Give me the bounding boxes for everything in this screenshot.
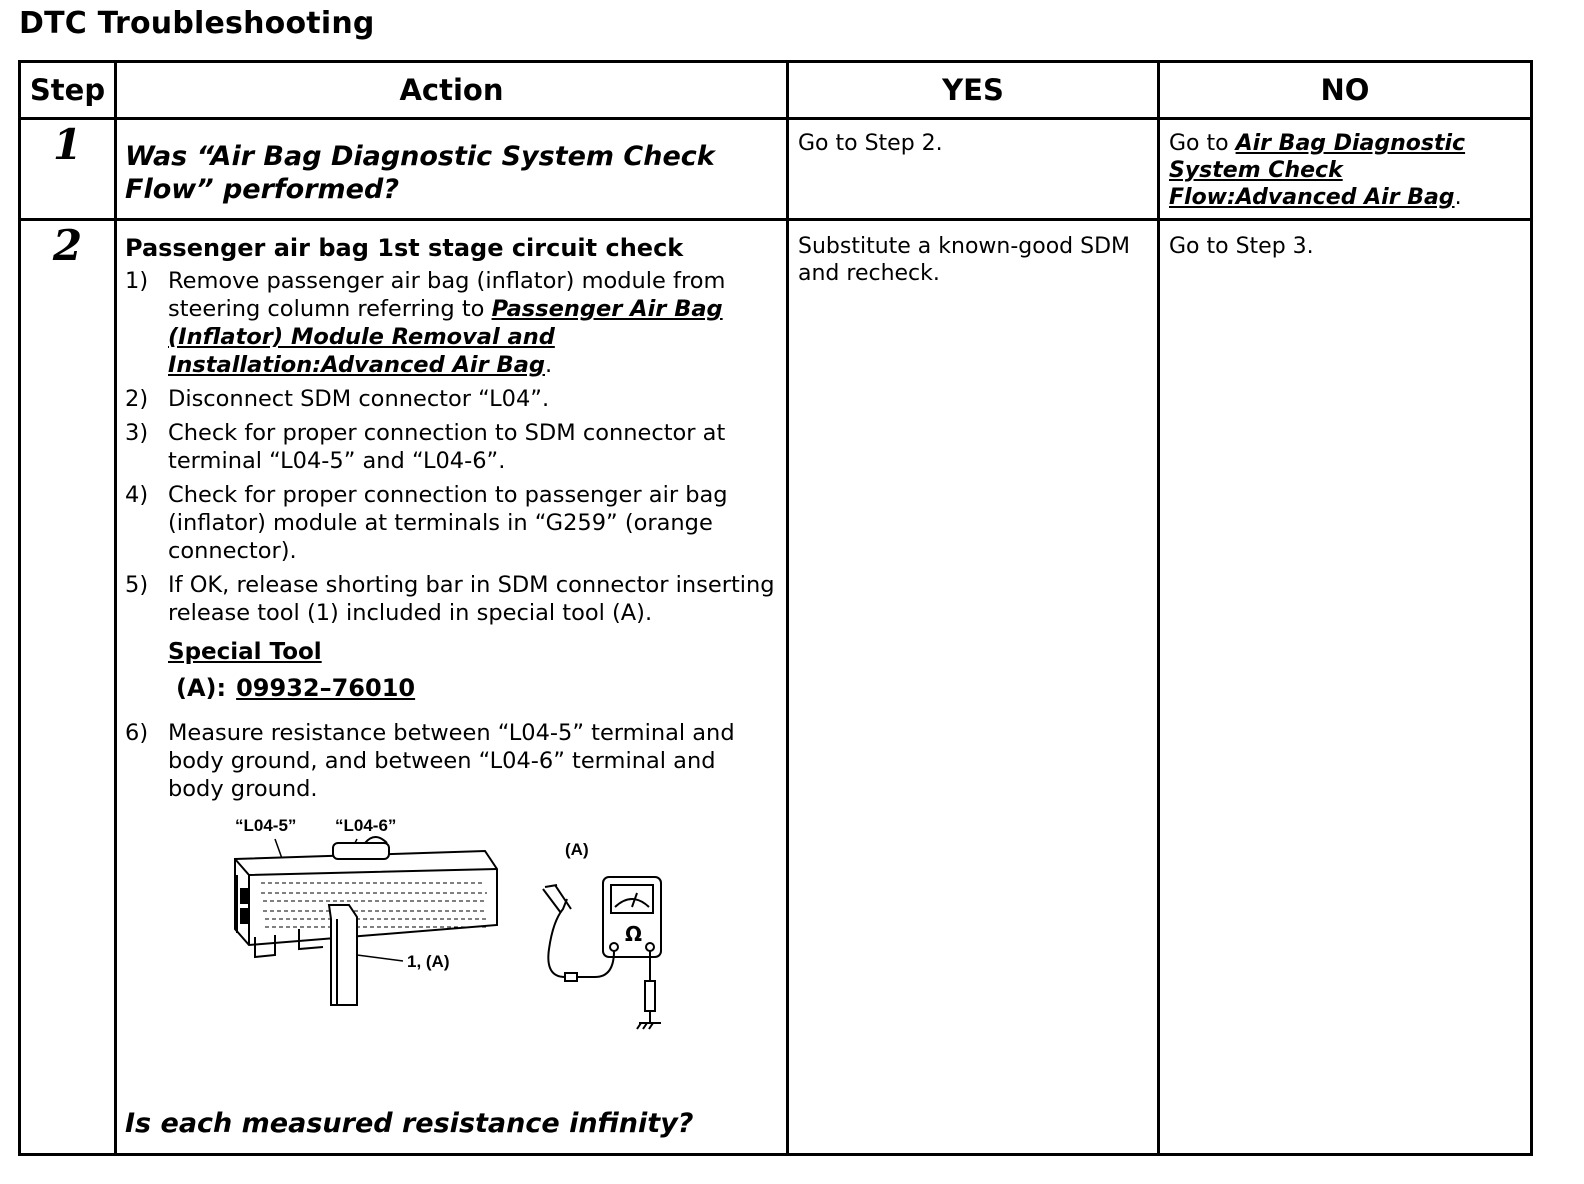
no-cell xyxy=(1159,220,1532,1155)
ohmmeter-icon xyxy=(543,877,661,1029)
label-release-tool: 1, (A) xyxy=(407,952,450,971)
header-row xyxy=(20,62,1532,119)
reference-link[interactable]: Passenger Air Bag (Inflator) Module Removal and Installation:Advanced Air Bag xyxy=(168,296,723,378)
step-number: 2 xyxy=(20,220,116,1155)
list-item: 6) Measure resistance between “L04-5” terminal and body ground, and between “L04-6” terminal and body ground. xyxy=(125,720,735,802)
table-row xyxy=(20,220,1532,1155)
yes-text: Go to Step 2. xyxy=(798,131,943,156)
label-special-tool-a: (A) xyxy=(565,840,589,859)
label-l04-6: “L04-6” xyxy=(335,816,397,835)
list-item: 4) Check for proper connection to passenger air bag (inflator) module at terminals in “G259” (orange connector). xyxy=(125,482,728,564)
no-cell xyxy=(1159,119,1532,220)
yes-cell xyxy=(788,220,1159,1155)
page-title: DTC Troubleshooting xyxy=(19,6,375,41)
special-tool-part-number: 09932–76010 xyxy=(236,674,416,702)
list-item: 2) Disconnect SDM connector “L04”. xyxy=(125,386,550,412)
no-text: Go to Air Bag Diagnostic System Check Flow:Advanced Air Bag. xyxy=(1169,131,1466,210)
step-question: Is each measured resistance infinity? xyxy=(125,1108,694,1139)
ohm-symbol: Ω xyxy=(625,922,643,946)
header-no: NO xyxy=(1159,62,1532,119)
action-cell xyxy=(116,220,788,1155)
special-tool-title: Special Tool xyxy=(168,639,322,665)
reference-link[interactable]: Air Bag Diagnostic System Check Flow:Advanced Air Bag xyxy=(1169,131,1466,210)
procedure-list xyxy=(125,719,776,803)
header-action: Action xyxy=(116,62,788,119)
troubleshooting-table xyxy=(18,60,1533,1156)
connector-illustration xyxy=(125,809,785,1109)
release-tool-icon xyxy=(329,905,357,1005)
sdm-connector-icon xyxy=(235,837,497,957)
action-cell xyxy=(116,119,788,220)
special-tool-line: (A): 09932–76010 xyxy=(176,674,416,702)
step-number: 1 xyxy=(20,119,116,220)
connector-diagram xyxy=(125,809,776,1119)
header-yes: YES xyxy=(788,62,1159,119)
no-text: Go to Step 3. xyxy=(1169,234,1314,259)
step-title: Passenger air bag 1st stage circuit check xyxy=(125,234,684,262)
yes-cell xyxy=(788,119,1159,220)
list-item: 3) Check for proper connection to SDM connector at terminal “L04-5” and “L04-6”. xyxy=(125,420,726,474)
header-step: Step xyxy=(20,62,116,119)
yes-text: Substitute a known-good SDM and recheck. xyxy=(798,234,1131,286)
list-item: 5) If OK, release shorting bar in SDM connector inserting release tool (1) included in special tool (A). xyxy=(125,572,775,626)
label-l04-5: “L04-5” xyxy=(235,816,297,835)
table-row xyxy=(20,119,1532,220)
procedure-list xyxy=(125,267,776,627)
step-question: Was “Air Bag Diagnostic System Check Flow” performed? xyxy=(125,141,715,205)
list-item: 1) Remove passenger air bag (inflator) module from steering column referring to Passenger Air Bag (Inflator) Module Removal and Installation:Advanced Air Bag. xyxy=(125,268,726,378)
